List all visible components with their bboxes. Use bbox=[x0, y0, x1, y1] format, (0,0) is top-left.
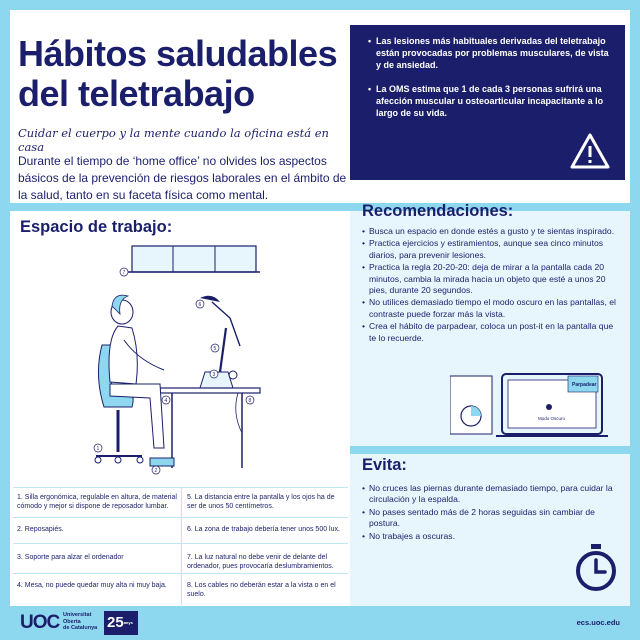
intro-paragraph: Durante el tiempo de ‘home office’ no olvides los aspectos básicos de la prevención de riesgos laborales en el ámbito de la salud, tanto en su faceta física como mental. bbox=[18, 154, 347, 202]
top-border bbox=[0, 0, 640, 10]
legend-item-6: 6. La zona de trabajo debería tener unos 500 lux. bbox=[187, 526, 340, 533]
anniversary-word: anys bbox=[123, 620, 133, 626]
legend-item-7: 7. La luz natural no debe venir de delante del ordenador, pues provocaría deslumbramientos. bbox=[187, 554, 334, 570]
right-border bbox=[630, 0, 640, 640]
list-item: • No utilices demasiado tiempo el modo oscuro en las pantallas, el contraste puede forzar más la vista. bbox=[362, 297, 620, 320]
uoc-logo: UOC bbox=[20, 612, 60, 633]
uoc-line-2: Oberta bbox=[63, 618, 81, 625]
footrest bbox=[150, 458, 174, 466]
legend-item-1: 1. Silla ergonómica, regulable en altura, de material cómodo y mejor si dispone de reposador lumbar. bbox=[17, 494, 177, 510]
evita-title: Evita: bbox=[362, 456, 407, 474]
callout-6: 6 bbox=[198, 302, 202, 308]
list-item: • Practica la regla 20-20-20: deja de mirar a la pantalla cada 20 minutos, cambia la mirada hacia un objeto que esté a unos 20 pies, durante 20 segundos. bbox=[362, 262, 620, 296]
postit-text: Parpadear bbox=[572, 382, 597, 388]
legend-item-3: 3. Soporte para alzar el ordenador bbox=[17, 554, 124, 561]
callout-2: 2 bbox=[154, 468, 158, 474]
page-title bbox=[18, 34, 348, 114]
callout-7: 7 bbox=[122, 270, 126, 276]
legend-item-2: 2. Reposapiés. bbox=[17, 526, 64, 533]
screen-label: Modo Oscuro bbox=[538, 416, 566, 421]
legend-item-8: 8. Los cables no deberán estar a la vista o en el suelo. bbox=[187, 582, 336, 598]
list-item: • Busca un espacio en donde estés a gusto y te sientas inspirado. bbox=[362, 226, 620, 237]
title-line-2: del teletrabajo bbox=[18, 73, 255, 114]
anniversary-logo bbox=[104, 611, 138, 635]
evita-divider bbox=[350, 446, 630, 454]
warning-icon bbox=[569, 132, 611, 170]
anniversary-number: 25 bbox=[107, 614, 124, 631]
uoc-line-1: Universitat bbox=[63, 612, 92, 618]
callout-3: 3 bbox=[212, 372, 216, 378]
list-item: • No trabajes a oscuras. bbox=[362, 531, 620, 542]
laptop-screen bbox=[220, 328, 226, 372]
list-item: • Crea el hábito de parpadear, coloca un post-it en la pantalla que te lo recuerde. bbox=[362, 321, 620, 344]
page-subtitle: Cuidar el cuerpo y la mente cuando la oficina está en casa bbox=[18, 126, 329, 154]
shelf bbox=[132, 246, 256, 272]
tablet-stand bbox=[450, 376, 492, 434]
section-divider bbox=[0, 203, 640, 211]
footer-link[interactable]: ecs.uoc.edu bbox=[576, 618, 620, 627]
callout-4: 4 bbox=[164, 398, 168, 404]
legend-item-4: 4. Mesa, no puede quedar muy alta ni muy baja. bbox=[17, 582, 167, 589]
callout-5: 5 bbox=[213, 346, 217, 352]
list-item: • No pases sentado más de 2 horas seguidas sin cambiar de postura. bbox=[362, 507, 620, 530]
list-item: • Practica ejercicios y estiramientos, aunque sea cinco minutos diarios, para prevenir lesiones. bbox=[362, 238, 620, 261]
callout-8: 8 bbox=[248, 398, 252, 404]
callout-1: 1 bbox=[96, 446, 100, 452]
legend-item-5: 5. La distancia entre la pantalla y los ojos ha de ser de unos 50 centímetros. bbox=[187, 494, 335, 510]
moon-icon bbox=[546, 404, 552, 410]
alert-item: • Las lesiones más habituales derivadas del teletrabajo están provocadas por problemas musculares, de vista y de ansiedad. bbox=[368, 35, 609, 71]
workspace-title: Espacio de trabajo: bbox=[20, 218, 173, 236]
uoc-name bbox=[63, 612, 97, 632]
alert-item: • La OMS estima que 1 de cada 3 personas sufrirá una afección muscular u osteoarticular incapacitante a lo largo de su vida. bbox=[368, 83, 609, 119]
left-border bbox=[0, 0, 10, 640]
uoc-line-3: de Catalunya bbox=[63, 625, 98, 631]
alert-list bbox=[368, 35, 609, 119]
desk bbox=[160, 388, 260, 393]
list-item: • No cruces las piernas durante demasiado tiempo, para cuidar la circulación y la espalda. bbox=[362, 483, 620, 506]
recomendaciones-title: Recomendaciones: bbox=[362, 202, 514, 220]
workspace-legend bbox=[13, 487, 348, 605]
laptop-illustration bbox=[450, 370, 610, 442]
title-line-1: Hábitos saludables bbox=[18, 33, 338, 74]
stopwatch-icon bbox=[573, 542, 619, 594]
workstation-illustration bbox=[60, 240, 270, 480]
person-torso bbox=[109, 326, 137, 384]
alert-box bbox=[350, 25, 625, 180]
evita-list bbox=[362, 483, 620, 543]
recomendaciones-list bbox=[362, 226, 620, 345]
